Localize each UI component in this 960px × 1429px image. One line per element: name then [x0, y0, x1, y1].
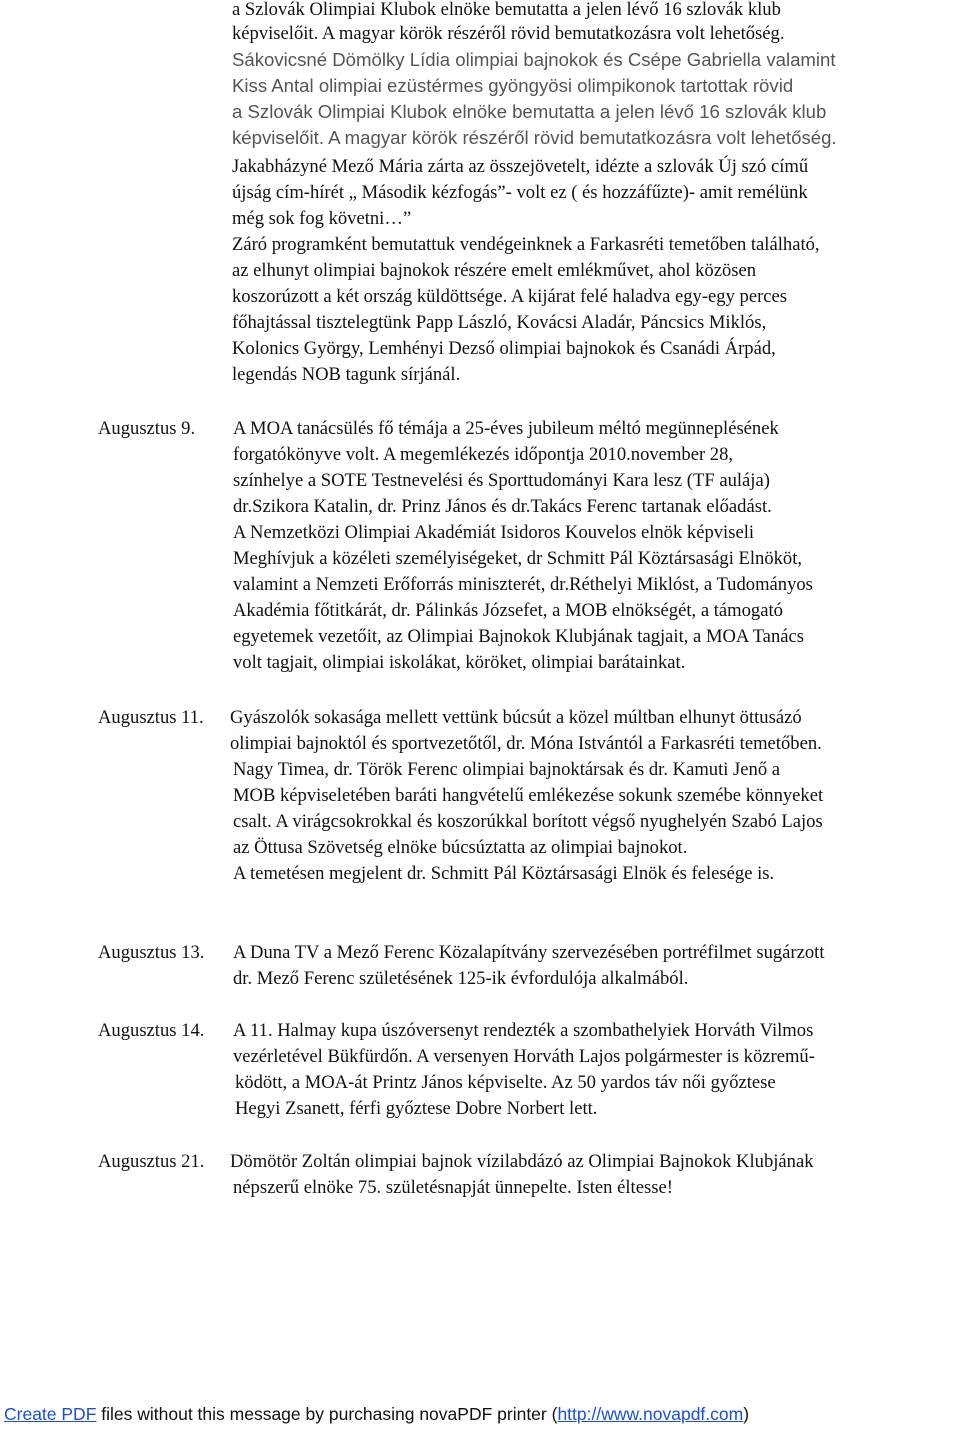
entry-line: az Öttusa Szövetség elnöke búcsúztatta az olimpiai bajnokot.	[233, 837, 688, 858]
entry-line: Hegyi Zsanett, férfi győztese Dobre Norbert lett.	[235, 1098, 598, 1119]
entry-line: A 11. Halmay kupa úszóversenyt rendezték a szombathelyiek Horváth Vilmos	[233, 1020, 814, 1041]
entry-date: Augusztus 9.	[98, 418, 196, 439]
novapdf-link[interactable]: http://www.novapdf.com	[557, 1404, 744, 1424]
entry-line: valamint a Nemzeti Erőforrás miniszterét, dr.Réthelyi Miklóst, a Tudományos	[233, 574, 813, 595]
entry-line: dr. Mező Ferenc születésének 125-ik évfordulója alkalmából.	[233, 968, 689, 989]
entry-line: csalt. A virágcsokrokkal és koszorúkkal borított végső nyughelyén Szabó Lajos	[233, 811, 823, 832]
entry-line: A MOA tanácsülés fő témája a 25-éves jubileum méltó megünneplésének	[233, 418, 779, 439]
footer-text: files without this message by purchasing novaPDF printer (	[96, 1404, 558, 1424]
intro-line: főhajtással tisztelegtünk Papp László, Kovácsi Aladár, Páncsics Miklós,	[232, 312, 767, 333]
intro-line: képviselőit. A magyar körök részéről rövid bemutatkozásra volt lehetőség.	[232, 127, 837, 148]
entry-line: színhelye a SOTE Testnevelési és Sporttudományi Kara lesz (TF aulája)	[233, 470, 770, 491]
intro-line: a Szlovák Olimpiai Klubok elnöke bemutatta a jelen lévő 16 szlovák klub	[232, 0, 781, 20]
entry-line: A Nemzetközi Olimpiai Akadémiát Isidoros Kouvelos elnök képviseli	[233, 522, 755, 543]
intro-line: Sákovicsné Dömölky Lídia olimpiai bajnokok és Csépe Gabriella valamint	[232, 49, 836, 70]
intro-line: a Szlovák Olimpiai Klubok elnöke bemutatta a jelen lévő 16 szlovák klub	[232, 101, 827, 122]
entry-line: Gyászolók sokasága mellett vettünk búcsút a közel múltban elhunyt öttusázó	[230, 707, 802, 728]
entry-line: forgatókönyve volt. A megemlékezés időpontja 2010.november 28,	[233, 444, 734, 465]
entry-date: Augusztus 11.	[98, 707, 204, 728]
entry-line: olimpiai bajnoktól és sportvezetőtől, dr. Móna Istvántól a Farkasréti temetőben.	[230, 733, 822, 754]
intro-line: Kolonics György, Lemhényi Dezső olimpiai bajnokok és Csanádi Árpád,	[232, 338, 776, 359]
intro-line: Kiss Antal olimpiai ezüstérmes gyöngyösi olimpikonok tartottak rövid	[232, 75, 794, 96]
entry-line: vezérletével Bükfürdőn. A versenyen Horváth Lajos polgármester is közremű-	[233, 1046, 815, 1067]
pdf-footer	[4, 1401, 749, 1427]
entry-date: Augusztus 21.	[98, 1151, 205, 1172]
intro-line: Záró programként bemutattuk vendégeinknek a Farkasréti temetőben található,	[232, 234, 820, 255]
entry-line: egyetemek vezetőit, az Olimpiai Bajnokok Klubjának tagjait, a MOA Tanács	[233, 626, 804, 647]
intro-line: még sok fog követni…”	[232, 208, 412, 229]
entry-line: dr.Szikora Katalin, dr. Prinz János és dr.Takács Ferenc tartanak előadást.	[233, 496, 772, 517]
entry-line: volt tagjait, olimpiai iskolákat, köröket, olimpiai barátainkat.	[233, 652, 686, 673]
intro-line: újság cím-hírét „ Második kézfogás”- volt ez ( és hozzáfűzte)- amit remélünk	[232, 182, 808, 203]
intro-line: koszorúzott a két ország küldöttsége. A kijárat felé haladva egy-egy perces	[232, 286, 788, 307]
intro-line: Jakabházyné Mező Mária zárta az összejövetelt, idézte a szlovák Új szó című	[232, 156, 809, 177]
entry-line: Dömötör Zoltán olimpiai bajnok vízilabdázó az Olimpiai Bajnokok Klubjának	[230, 1151, 814, 1172]
entry-line: Meghívjuk a közéleti személyiségeket, dr Schmitt Pál Köztársasági Elnököt,	[233, 548, 803, 569]
create-pdf-link[interactable]: Create PDF	[4, 1404, 97, 1424]
entry-line: népszerű elnöke 75. születésnapját ünnepelte. Isten éltesse!	[233, 1177, 673, 1198]
entry-line: Akadémia főtitkárát, dr. Pálinkás Józsefet, a MOB elnökségét, a támogató	[233, 600, 783, 621]
entry-date: Augusztus 14.	[98, 1020, 205, 1041]
entry-line: Nagy Timea, dr. Török Ferenc olimpiai bajnoktársak és dr. Kamuti Jenő a	[233, 759, 781, 780]
entry-line: A temetésen megjelent dr. Schmitt Pál Köztársasági Elnök és felesége is.	[233, 863, 775, 884]
intro-line: képviselőit. A magyar körök részéről rövid bemutatkozásra volt lehetőség.	[232, 23, 785, 44]
entry-line: ködött, a MOA-át Printz János képviselte. Az 50 yardos táv női győztese	[235, 1072, 776, 1093]
entry-date: Augusztus 13.	[98, 942, 205, 963]
intro-line: legendás NOB tagunk sírjánál.	[232, 364, 461, 385]
entry-line: A Duna TV a Mező Ferenc Közalapítvány szervezésében portréfilmet sugárzott	[233, 942, 825, 963]
entry-line: MOB képviseletében baráti hangvételű emlékezése sokunk szemébe könnyeket	[233, 785, 824, 806]
footer-close-paren: )	[743, 1404, 750, 1424]
intro-line: az elhunyt olimpiai bajnokok részére emelt emlékművet, ahol közösen	[232, 260, 757, 281]
